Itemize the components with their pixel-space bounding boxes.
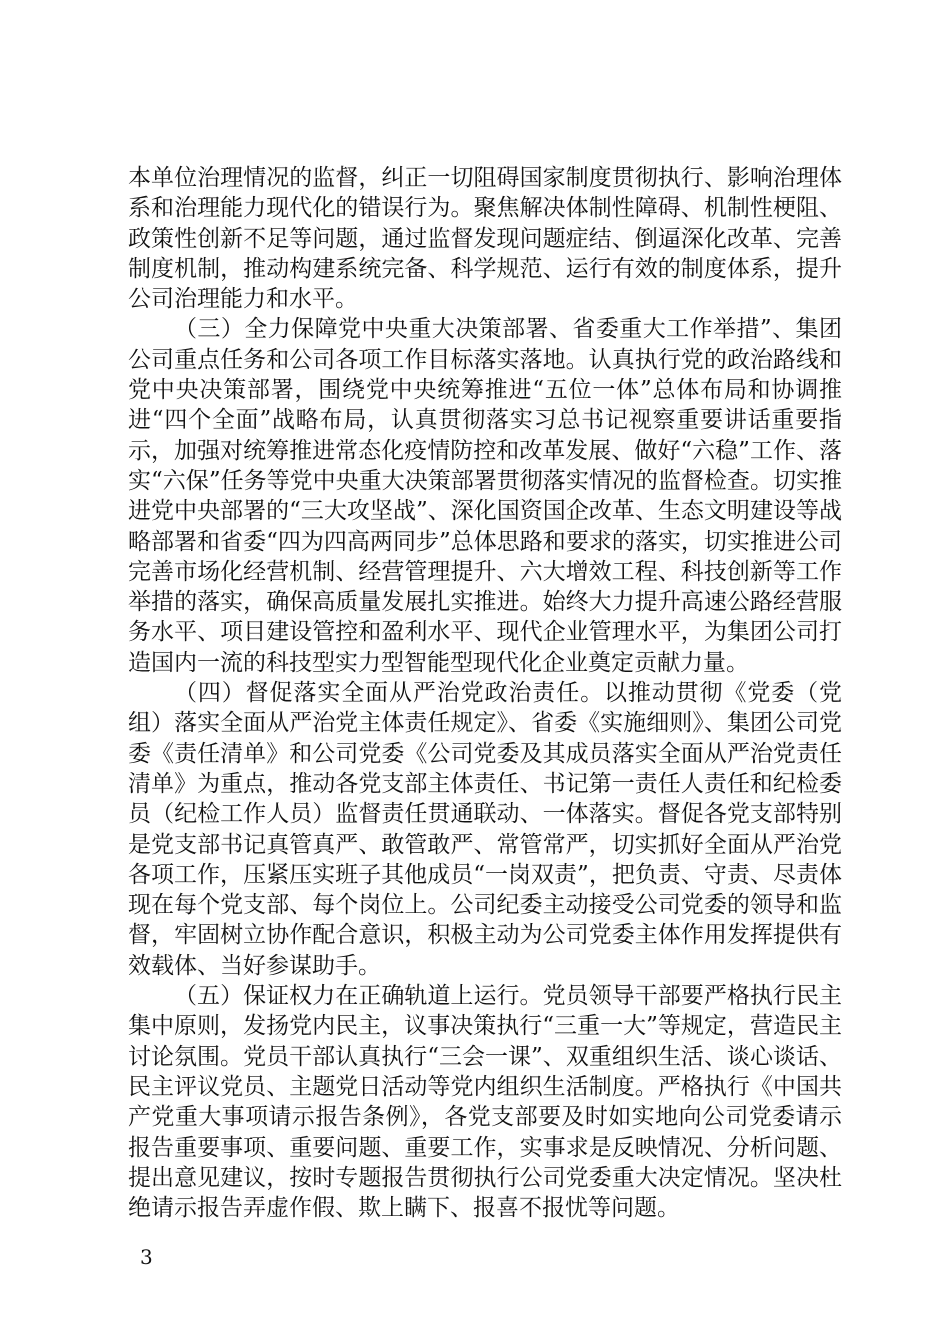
paragraph-continuation: 本单位治理情况的监督，纠正一切阻碍国家制度贯彻执行、影响治理体系和治理能力现代化的错误行为。聚焦解决体制性障碍、机制性梗阻、政策性创新不足等问题，通过监督发现问题症结、倒逼深化改革、完善制度机制，推动构建系统完备、科学规范、运行有效的制度体系，提升公司治理能力和水平。 [128,165,842,313]
paragraph-section-three: （三）全力保障党中央重大决策部署、省委重大工作举措”、集团公司重点任务和公司各项工作目标落实落地。认真执行党的政治路线和党中央决策部署，围绕党中央统筹推进“五位一体”总体布局和协调推进“四个全面”战略布局，认真贯彻落实习总书记视察重要讲话重要指示，加强对统筹推进常态化疫情防控和改革发展、做好“六稳”工作、落实“六保”任务等党中央重大决策部署贯彻落实情况的监督检查。切实推进党中央部署的“三大攻坚战”、深化国资国企改革、生态文明建设等战略部署和省委“四为四高两同步”总体思路和要求的落实，切实推进公司完善市场化经营机制、经营管理提升、六大增效工程、科技创新等工作举措的落实，确保高质量发展扎实推进。始终大力提升高速公路经营服务水平、项目建设管控和盈利水平、现代企业管理水平，为集团公司打造国内一流的科技型实力型智能型现代化企业奠定贡献力量。 [128,316,842,676]
page-number: 3 [140,1245,153,1269]
paragraph-section-four: （四）督促落实全面从严治党政治责任。以推动贯彻《党委（党组）落实全面从严治党主体责任规定》、省委《实施细则》、集团公司党委《责任清单》和公司党委《公司党委及其成员落实全面从严治党责任清单》为重点，推动各党支部主体责任、书记第一责任人责任和纪检委员（纪检工作人员）监督责任贯通联动、一体落实。督促各党支部特别是党支部书记真管真严、敢管敢严、常管常严，切实抓好全面从严治党各项工作，压紧压实班子其他成员“一岗双责”，把负责、守责、尽责体现在每个党支部、每个岗位上。公司纪委主动接受公司党委的领导和监督，牢固树立协作配合意识，积极主动为公司党委主体作用发挥提供有效载体、当好参谋助手。 [128,680,842,979]
paragraph-section-five: （五）保证权力在正确轨道上运行。党员领导干部要严格执行民主集中原则，发扬党内民主，议事决策执行“三重一大”等规定，营造民主讨论氛围。党员干部认真执行“三会一课”、双重组织生活、谈心谈话、民主评议党员、主题党日活动等党内组织生活制度。严格执行《中国共产党重大事项请示报告条例》，各党支部要及时如实地向公司党委请示报告重要事项、重要问题、重要工作，实事求是反映情况、分析问题、提出意见建议，按时专题报告贯彻执行公司党委重大决定情况。坚决杜绝请示报告弄虚作假、欺上瞒下、报喜不报忧等问题。 [128,983,842,1222]
document-body [128,163,842,1223]
